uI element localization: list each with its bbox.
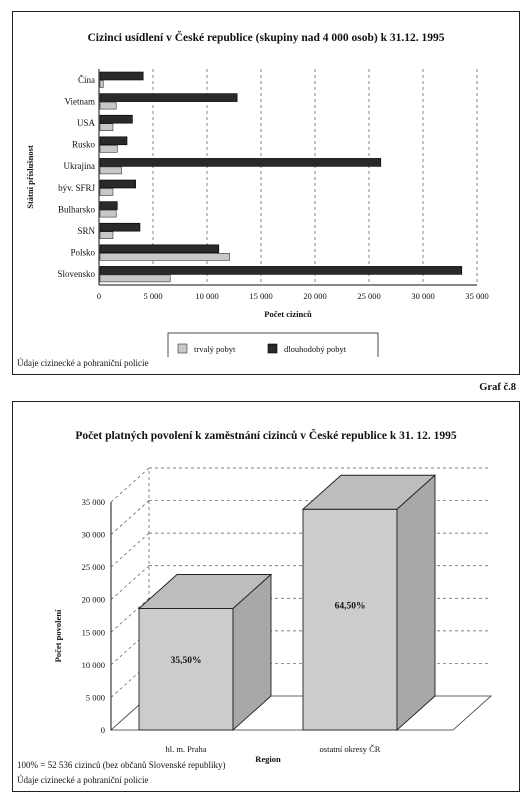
- chart2-panel: [12, 401, 520, 792]
- category-label: SRN: [77, 226, 95, 236]
- y-tick-label: 20 000: [81, 594, 105, 605]
- bar-front-1: [303, 509, 397, 730]
- bar-dlouhodoby-pobyt: [100, 180, 136, 188]
- x-tick-label: 35 000: [465, 291, 489, 301]
- y-tick-label: 10 000: [81, 659, 105, 670]
- data-label: 35,50%: [170, 656, 202, 667]
- bar-dlouhodoby-pobyt: [100, 202, 117, 210]
- bar-dlouhodoby-pobyt: [100, 223, 140, 231]
- data-label: 64,50%: [334, 601, 366, 612]
- y-tick-label: 5 000: [85, 692, 105, 703]
- chart1-source: Údaje cizinecké a pohraniční policie: [17, 358, 149, 368]
- bar-trvaly-pobyt: [100, 102, 116, 109]
- legend-label-dlouhodoby: dlouhodobý pobyt: [284, 344, 347, 354]
- category-label: Polsko: [70, 247, 95, 258]
- bar-trvaly-pobyt: [100, 167, 122, 174]
- side-gridline: [111, 501, 149, 535]
- bar-dlouhodoby-pobyt: [100, 266, 462, 274]
- bar-trvaly-pobyt: [100, 275, 170, 282]
- y-axis-title: Státní příslušnost: [25, 145, 35, 209]
- x-tick-label: 25 000: [357, 291, 381, 301]
- graf-label: Graf č.8: [479, 382, 516, 393]
- bar-trvaly-pobyt: [100, 232, 113, 239]
- chart2-note: 100% = 52 536 cizinců (bez občanů Slovenské republiky): [17, 760, 226, 770]
- y-tick-label: 35 000: [81, 497, 105, 507]
- legend-swatch-dlouhodoby: [268, 344, 277, 353]
- x-tick-label: 0: [96, 291, 102, 301]
- chart1-panel: [12, 11, 520, 375]
- bar-dlouhodoby-pobyt: [100, 72, 143, 80]
- category-label: Rusko: [71, 139, 95, 150]
- bar-trvaly-pobyt: [100, 124, 113, 131]
- y-tick-label: 0: [100, 725, 105, 735]
- bar-trvaly-pobyt: [100, 81, 103, 88]
- bar-dlouhodoby-pobyt: [100, 137, 127, 145]
- side-gridline: [111, 533, 149, 567]
- x-axis-title: Region: [255, 754, 281, 764]
- chart2-title: Počet platných povolení k zaměstnání cizinců v České republice k 31. 12. 1995: [75, 430, 457, 442]
- category-label: USA: [76, 118, 95, 128]
- category-label: Ukrajina: [63, 161, 95, 172]
- side-gridline: [111, 468, 149, 502]
- legend-swatch-trvaly: [178, 344, 187, 353]
- x-tick-label: 30 000: [411, 291, 435, 301]
- bar-dlouhodoby-pobyt: [100, 245, 219, 253]
- y-tick-label: 25 000: [81, 562, 105, 573]
- bar-trvaly-pobyt: [100, 189, 113, 196]
- y-axis-title: Počet povolení: [53, 609, 63, 663]
- category-label: býv. SFRJ: [58, 182, 95, 193]
- category-label: ostatní okresy ČR: [319, 744, 381, 754]
- bar-side-1: [397, 475, 435, 730]
- category-label: Čína: [78, 74, 95, 85]
- y-tick-label: 30 000: [81, 529, 105, 540]
- bar-front-0: [139, 609, 233, 730]
- x-tick-label: 15 000: [249, 291, 273, 301]
- bar-dlouhodoby-pobyt: [100, 158, 381, 166]
- bar-trvaly-pobyt: [100, 253, 230, 260]
- x-tick-label: 5 000: [143, 291, 163, 301]
- side-gridline: [111, 566, 149, 600]
- chart2-plot: [13, 442, 519, 772]
- category-label: Bulharsko: [58, 204, 95, 215]
- category-label: hl. m. Praha: [165, 744, 207, 754]
- bar-dlouhodoby-pobyt: [100, 115, 132, 123]
- category-label: Slovensko: [57, 269, 95, 280]
- y-tick-label: 15 000: [81, 627, 105, 638]
- chart2-source: Údaje cizinecké a pohraniční policie: [17, 775, 149, 785]
- legend-label-trvaly: trvalý pobyt: [194, 344, 236, 354]
- chart1-title: Cizinci usídlení v České republice (skupiny nad 4 000 osob) k 31.12. 1995: [87, 32, 445, 44]
- bar-trvaly-pobyt: [100, 145, 117, 152]
- category-label: Vietnam: [64, 96, 95, 107]
- bar-dlouhodoby-pobyt: [100, 94, 237, 102]
- bar-trvaly-pobyt: [100, 210, 116, 217]
- x-axis-title: Počet cizinců: [264, 309, 312, 319]
- x-tick-label: 10 000: [195, 291, 219, 301]
- x-tick-label: 20 000: [303, 291, 327, 301]
- chart1-plot: [13, 57, 519, 357]
